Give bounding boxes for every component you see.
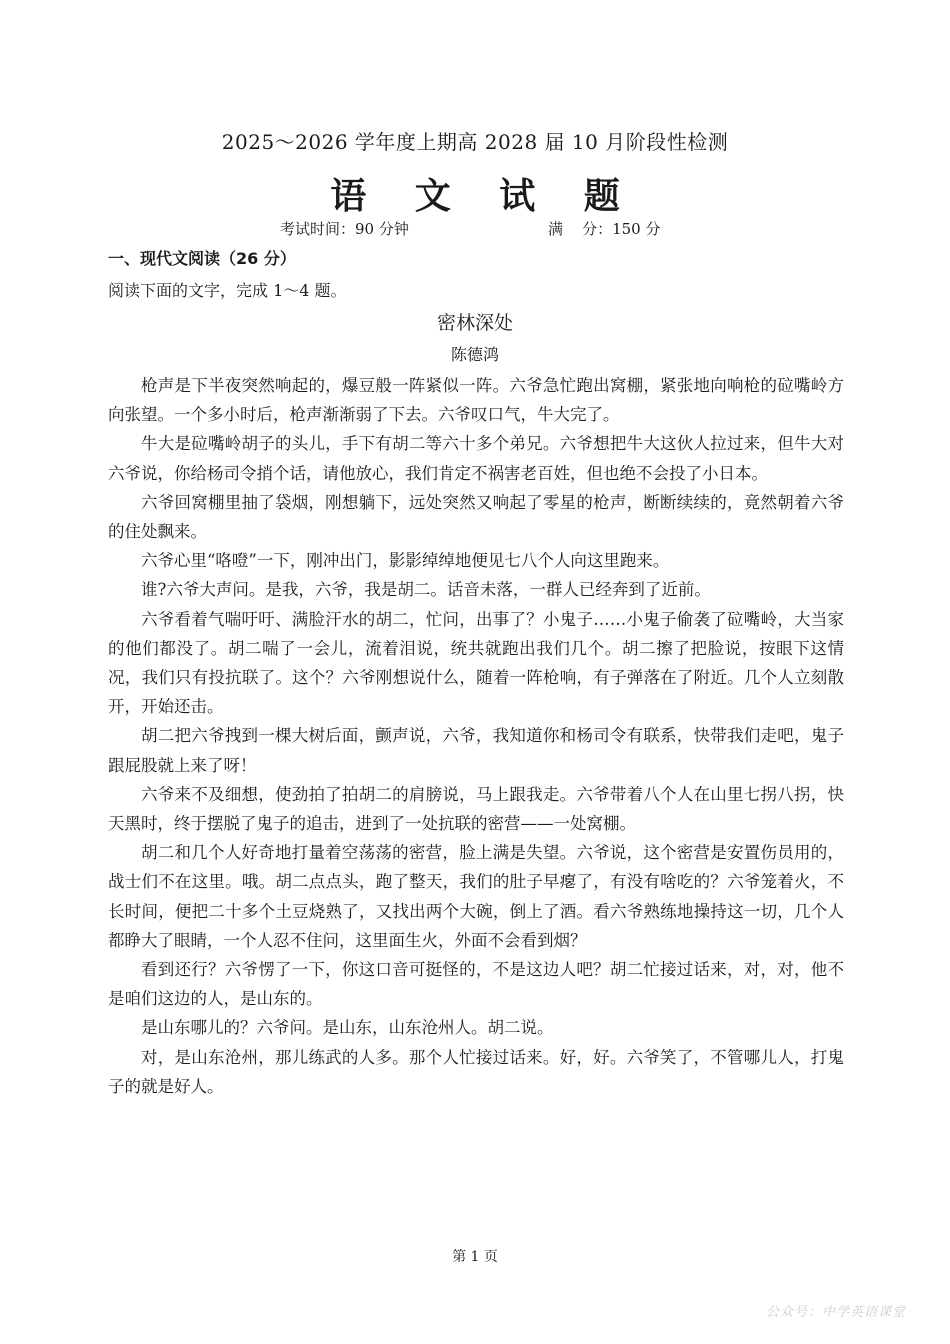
exam-title: 2025～2026 学年度上期高 2028 届 10 月阶段性检测 (221, 130, 729, 154)
paragraph: 六爷看着气喘吁吁、满脸汗水的胡二，忙问，出事了？小鬼子……小鬼子偷袭了砬嘴岭，大当家的他们都没了。胡二喘了一会儿，流着泪说，统共就跑出我们几个。胡二擦了把脸说，按眼下这情况，我们只有投抗联了。这个？六爷刚想说什么，随着一阵枪响，有子弹落在了附近。几个人立刻散开，开始还击。 (108, 609, 844, 717)
paragraph: 谁?六爷大声问。是我，六爷，我是胡二。话音未落，一群人已经奔到了近前。 (141, 580, 711, 600)
paragraph: 胡二和几个人好奇地打量着空荡荡的密营，脸上满是失望。六爷说，这个密营是安置伤员用的，战士们不在这里。哦。胡二点点头，跑了整天，我们的肚子早瘪了，有没有啥吃的？六爷笼着火，不长时间，便把二十多个土豆烧熟了，又找出两个大碗，倒上了酒。看六爷熟练地操持这一切，几个人都睁大了眼睛，一个人忍不住问，这里面生火，外面不会看到烟？ (108, 843, 844, 950)
article-author: 陈德鸿 (450, 345, 499, 364)
paragraph: 看到还行？六爷愣了一下，你这口音可挺怪的，不是这边人吧？胡二忙接过话来，对，对，他不是咱们这边的人，是山东的。 (108, 960, 844, 1009)
paragraph: 六爷回窝棚里抽了袋烟，刚想躺下，远处突然又响起了零星的枪声，断断续续的，竟然朝着六爷的住处飘来。 (108, 492, 844, 542)
article-title: 密林深处 (436, 312, 513, 334)
watermark: 公众号：中学英语课堂 (765, 1305, 906, 1320)
paragraph: 枪声是下半夜突然响起的，爆豆般一阵紧似一阵。六爷急忙跑出窝棚，紧张地向响枪的砬嘴岭方向张望。一个多小时后，枪声渐渐弱了下去。六爷叹口气，牛大完了。 (108, 376, 844, 425)
paragraph: 牛大是砬嘴岭胡子的头儿，手下有胡二等六十多个弟兄。六爷想把牛大这伙人拉过来，但牛大对六爷说，你给杨司令捎个话，请他放心，我们肯定不祸害老百姓，但也绝不会投了小日本。 (108, 434, 844, 483)
article-body (108, 371, 844, 1101)
page-number: 第 1 页 (452, 1249, 498, 1265)
paragraph: 胡二把六爷拽到一棵大树后面，颤声说，六爷，我知道你和杨司令有联系，快带我们走吧，鬼子跟屁股就上来了呀！ (108, 726, 844, 775)
subject-title: 语 文 试 题 (330, 175, 638, 217)
section-instruction: 阅读下面的文字，完成 1～4 题。 (108, 281, 347, 300)
exam-time: 考试时间：90 分钟 (280, 220, 409, 238)
paragraph: 是山东哪儿的？六爷问。是山东，山东沧州人。胡二说。 (141, 1018, 554, 1038)
section-title: 一、现代文阅读（26 分） (108, 249, 296, 268)
paragraph: 六爷来不及细想，使劲拍了拍胡二的肩膀说，马上跟我走。六爷带着八个人在山里七拐八拐，快天黑时，终于摆脱了鬼子的追击，进到了一处抗联的密营——一处窝棚。 (108, 784, 844, 834)
paragraph: 六爷心里“咯噔”一下，刚冲出门，影影绰绰地便见七八个人向这里跑来。 (141, 551, 670, 571)
exam-score: 满 分：150 分 (548, 220, 661, 238)
paragraph: 对，是山东沧州，那儿练武的人多。那个人忙接过话来。好，好。六爷笑了，不管哪儿人，打鬼子的就是好人。 (108, 1047, 844, 1096)
